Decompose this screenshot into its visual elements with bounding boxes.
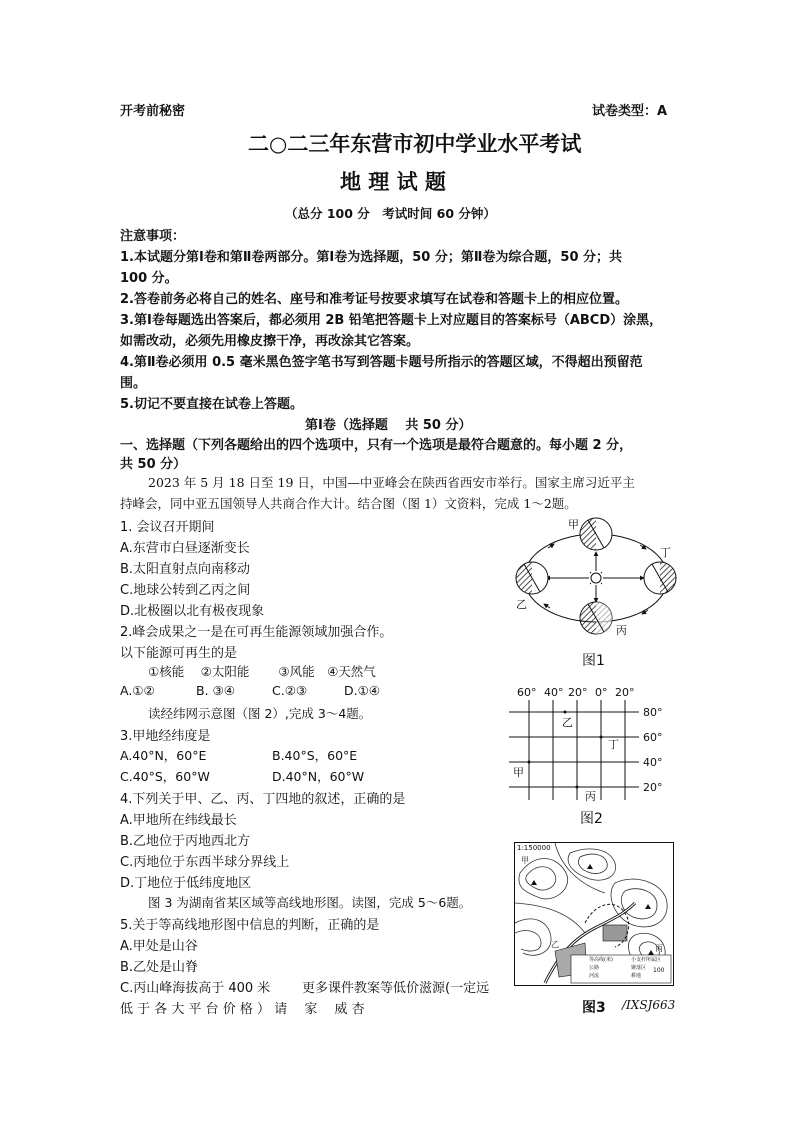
- fig3-contour-value: 100: [653, 967, 665, 974]
- ad-text: 低 于 各 大 平 台 价 格 ） 请 家 威 杏: [120, 1002, 365, 1017]
- q2-option-b: B. ③④: [196, 683, 235, 698]
- peak-icon: [587, 864, 593, 869]
- notice-line: 5.切记不要直接在试卷上答题。: [120, 397, 303, 412]
- fig3-scale: 1:150000: [517, 844, 551, 852]
- fig3-legend-contour: 等高线(米): [589, 957, 613, 963]
- q3-option-b: B.40°S，60°E: [272, 748, 358, 763]
- q2-option-d: D.①④: [344, 683, 381, 698]
- exam-title: 二○二三年东营市初中学业水平考试: [248, 131, 582, 156]
- fig2-label-jia: 甲: [513, 766, 524, 779]
- paper-type-label: 试卷类型：A: [592, 104, 668, 119]
- earth-yi: [516, 562, 548, 594]
- notice-line: 3.第Ⅰ卷每题选出答案后，都必须用 2B 铅笔把答题卡上对应题目的答案标号（ABCD）涂黑，: [120, 313, 663, 328]
- q4-option-b: B.乙地位于丙地西北方: [120, 834, 251, 849]
- peak-icon: [648, 950, 654, 955]
- q1-option-b: B.太阳直射点向南移动: [120, 562, 251, 577]
- figure-2-caption: 图2: [580, 811, 603, 827]
- notice-heading: 注意事项：: [120, 229, 186, 244]
- fig2-top-label: 0°: [595, 686, 608, 699]
- fig3-legend-settlement: 聚落区: [631, 965, 647, 971]
- notice-line: 4.第Ⅱ卷必须用 0.5 毫米黑色签字笔书写到答题卡题号所指示的答题区域，不得超出预留范: [120, 355, 643, 370]
- fig2-right-label: 80°: [643, 706, 663, 719]
- q4-option-d: D.丁地位于低纬度地区: [120, 876, 252, 891]
- fig3-legend-farmland: 耕地: [631, 973, 642, 979]
- q2-options: ①核能 ②太阳能 ③风能 ④天然气: [148, 664, 376, 679]
- notice-line: 如需改动，必须先用橡皮擦干净，再改涂其它答案。: [120, 334, 420, 349]
- q2-option-a: A.①②: [120, 683, 155, 698]
- q1-option-a: A.东营市白昼逐渐变长: [120, 541, 250, 556]
- notice-line: 2.答卷前务必将自己的姓名、座号和准考证号按要求填写在试卷和答题卡上的相应位置。: [120, 292, 628, 307]
- fig3-label-jia: 甲: [521, 856, 529, 865]
- confidential-label: 开考前秘密: [120, 104, 186, 119]
- fig1-label-ding: 丁: [660, 546, 671, 559]
- fig3-label-bing: 丙: [655, 944, 663, 953]
- fig2-top-label: 40°: [544, 686, 564, 699]
- ad-text: 更多课件教案等低价滋源(一定远: [302, 981, 490, 996]
- q3-option-d: D.40°N，60°W: [272, 769, 365, 784]
- exam-meta: （总分 100 分 考试时间 60 分钟）: [285, 206, 496, 221]
- section1-intro: 共 50 分）: [120, 457, 187, 472]
- fig3-legend-road: 公路: [589, 965, 600, 971]
- q4-stem: 4.下列关于甲、乙、丙、丁四地的叙述，正确的是: [120, 792, 406, 807]
- fig1-label-jia: 甲: [568, 518, 579, 531]
- passage1-line: 2023 年 5 月 18 日至 19 日，中国—中亚峰会在陕西省西安市举行。国家主席习近平主: [148, 475, 635, 490]
- earth-bing: [580, 602, 612, 634]
- sun-icon: [587, 569, 605, 587]
- fig1-label-yi: 乙: [516, 598, 527, 611]
- fig2-label-bing: 丙: [585, 790, 596, 803]
- fig3-label-yi: 乙: [551, 940, 559, 949]
- fig3-legend-boundary: 小支杆所属区: [631, 957, 662, 963]
- orbit-diagram: [508, 512, 688, 642]
- earth-jia: [580, 518, 612, 550]
- fig2-top-label: 20°: [568, 686, 588, 699]
- ad-code: /IXSJ663: [622, 998, 676, 1012]
- figure-3-caption: 图3: [582, 1000, 606, 1016]
- figure-1-orbit: [508, 512, 688, 642]
- q1-option-d: D.北极圈以北有极夜现象: [120, 604, 265, 619]
- section1-heading: 第Ⅰ卷（选择题 共 50 分）: [305, 418, 472, 433]
- notice-line: 1.本试题分第Ⅰ卷和第Ⅱ卷两部分。第Ⅰ卷为选择题，50 分；第Ⅱ卷为综合题，50 分；共: [120, 250, 623, 265]
- q1-stem: 1. 会议召开期间: [120, 520, 215, 535]
- fig2-label-ding: 丁: [608, 738, 619, 751]
- q3-option-c: C.40°S，60°W: [120, 769, 210, 784]
- figure-1-caption: 图1: [582, 653, 605, 669]
- q5-option-a: A.甲处是山谷: [120, 939, 198, 954]
- fig2-right-label: 60°: [643, 731, 663, 744]
- q4-option-c: C.丙地位于东西半球分界线上: [120, 855, 290, 870]
- fig2-right-label: 40°: [643, 756, 663, 769]
- peak-icon: [645, 904, 651, 909]
- fig3-legend-river: 河流: [589, 973, 600, 979]
- notice-line: 围。: [120, 376, 147, 391]
- fig2-top-label: 20°: [615, 686, 635, 699]
- figure-3-contour-map: [514, 842, 674, 986]
- q2-stem: 以下能源可再生的是: [120, 646, 238, 661]
- notice-line: 100 分。: [120, 271, 178, 286]
- subject-title: 地 理 试 题: [340, 169, 446, 194]
- q2-option-c: C.②③: [272, 683, 308, 698]
- earth-ding: [644, 562, 676, 594]
- passage1-line: 持峰会，同中亚五国领导人共商合作大计。结合图（图 1）文资料，完成 1～2题。: [120, 496, 577, 511]
- q5-stem: 5.关于等高线地形图中信息的判断，正确的是: [120, 918, 380, 933]
- passage2: 读经纬网示意图（图 2）,完成 3～4题。: [148, 706, 372, 721]
- passage3: 图 3 为湖南省某区域等高线地形图。读图，完成 5～6题。: [148, 895, 472, 910]
- graticule-grid: [505, 700, 645, 800]
- q3-option-a: A.40°N，60°E: [120, 748, 207, 763]
- fig2-right-label: 20°: [643, 781, 663, 794]
- q1-option-c: C.地球公转到乙丙之间: [120, 583, 251, 598]
- section1-intro: 一、选择题（下列各题给出的四个选项中，只有一个选项是最符合题意的。每小题 2 分，: [120, 438, 633, 453]
- q2-stem: 2.峰会成果之一是在可再生能源领域加强合作。: [120, 625, 393, 640]
- q5-option-c: C.丙山峰海拔高于 400 米: [120, 981, 271, 996]
- peak-icon: [531, 880, 537, 885]
- figure-2-graticule: [505, 686, 675, 804]
- fig2-top-label: 60°: [517, 686, 537, 699]
- q4-option-a: A.甲地所在纬线最长: [120, 813, 237, 828]
- q5-option-b: B.乙处是山脊: [120, 960, 199, 975]
- fig2-label-yi: 乙: [562, 716, 573, 729]
- fig1-label-bing: 丙: [616, 624, 627, 637]
- q3-stem: 3.甲地经纬度是: [120, 729, 211, 744]
